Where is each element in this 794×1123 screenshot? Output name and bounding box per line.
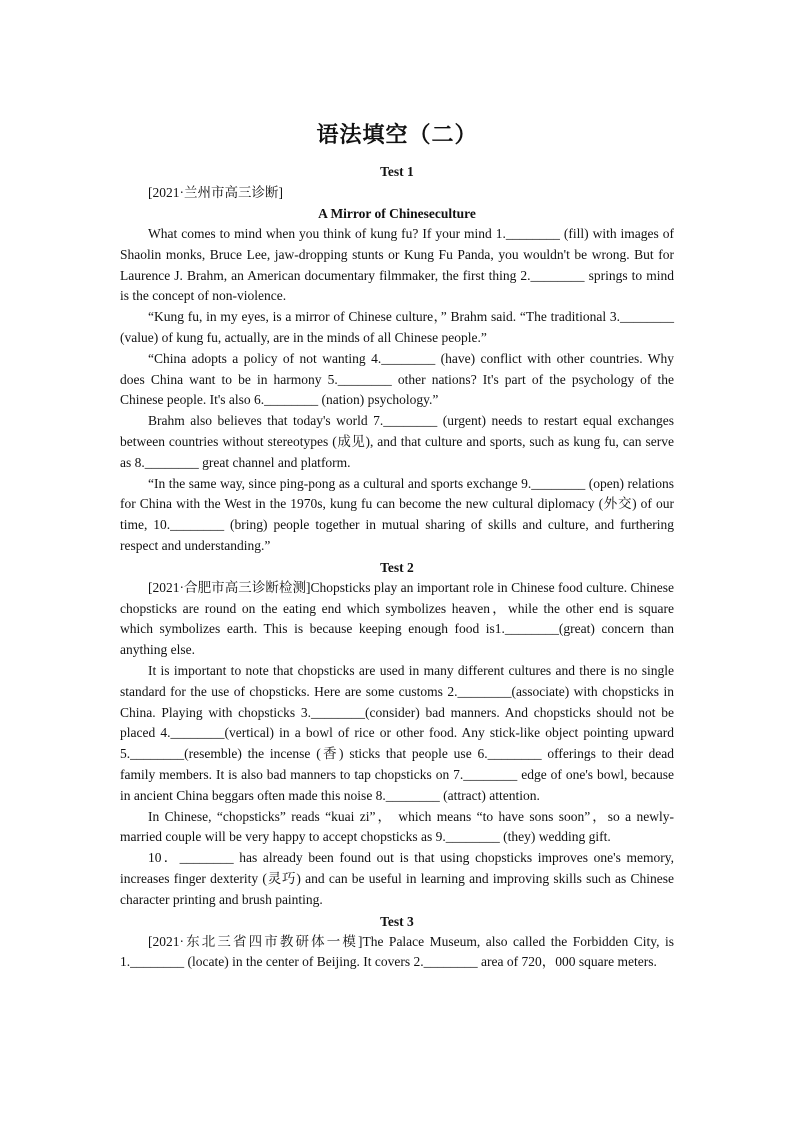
article-title: A Mirror of Chineseculture [318, 206, 476, 221]
paragraph: In Chinese, “chopsticks” reads “kuai zi”， which means “to have sons soon”，so a newly-married couple will be very happy to accept chopsticks as 9.________ (they) wedding gift. [120, 808, 674, 845]
test-3-heading: Test 3 [380, 913, 414, 929]
paragraph: 10．________ has already been found out is that using chopsticks improves one's memory, increases finger dexterity (灵巧) and can be useful in learning and improving skills such as Chinese character printing and brush painting. [120, 850, 674, 907]
test-1-source: [2021·兰州市高三诊断] [148, 185, 283, 200]
paragraph: “In the same way, since ping-pong as a cultural and sports exchange 9.________ (open) relations for China with the West in the 1970s, kung fu can become the new cultural diplomacy (外交) of our time, 10.________ (bring) people together in mutual sharing of skills and culture, and furthering respect and understanding.” [120, 475, 674, 553]
paragraph: It is important to note that chopsticks are used in many different cultures and there is no single standard for the use of chopsticks. Here are some customs 2.________(associate) with chopsticks in China. Playing with chopsticks 3.________(consider) bad manners. And chopsticks should not be placed 4.________(vertical) in a bowl of rice or other food. Any stick-like object pointing upward 5.________(resemble) the incense (香) sticks that people use 6.________ offerings to their dead family members. It is also bad manners to tap chopsticks on 7.________ edge of one's bowl, because in ancient China beggars often made this noise 8.________ (attract) attention. [120, 662, 674, 803]
document-body [120, 118, 674, 973]
paragraph: What comes to mind when you think of kung fu? If your mind 1.________ (fill) with images of Shaolin monks, Bruce Lee, jaw-dropping stunts or Kung Fu Panda, you wouldn't be wrong. But for Laurence J. Brahm, an American documentary filmmaker, the first thing 2.________ springs to mind is the concept of non-violence. [120, 226, 674, 304]
test-1-heading: Test 1 [380, 164, 414, 179]
paragraph: [2021·东北三省四市教研体一模]The Palace Museum, also called the Forbidden City, is 1.________ (locate) in the center of Beijing. It covers 2.________ area of 720，000 square meters. [120, 933, 674, 970]
page-title: 语法填空（二） [316, 123, 478, 148]
test-2-heading: Test 2 [380, 559, 414, 575]
paragraph: “China adopts a policy of not wanting 4.________ (have) conflict with other countries. Why does China want to be in harmony 5.________ other nations? It's part of the psychology of the Chinese people. It's also 6.________ (nation) psychology.” [120, 350, 674, 408]
paragraph: “Kung fu, in my eyes, is a mirror of Chinese culture，” Brahm said. “The traditional 3.________ (value) of kung fu, actually, are in the minds of all Chinese people.” [120, 309, 674, 345]
paragraph: Brahm also believes that today's world 7.________ (urgent) needs to restart equal exchanges between countries without stereotypes (成见), and that culture and sports, such as kung fu, can serve as 8.________ great channel and platform. [120, 413, 674, 470]
paragraph: [2021·合肥市高三诊断检测]Chopsticks play an important role in Chinese food culture. Chinese chopsticks are round on the eating end which symbolizes heaven，while the other end is square which symbolizes earth. This is because keeping enough food is1.________(great) concern than anything else. [120, 579, 674, 658]
